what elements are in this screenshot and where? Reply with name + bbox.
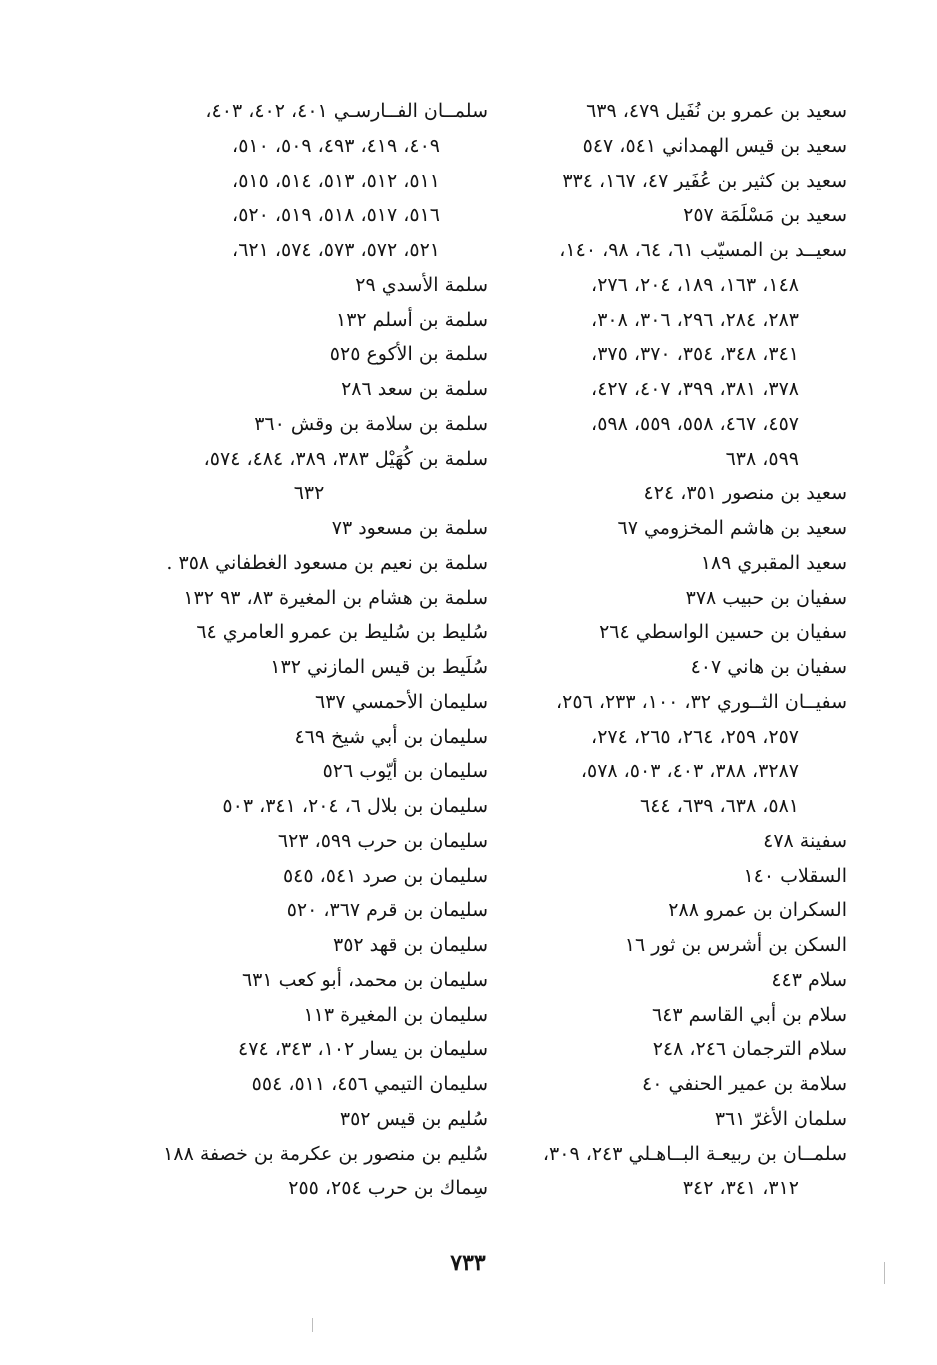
index-entry-continuation: ٢٥٧، ٢٥٩، ٢٦٤، ٢٦٥، ٢٧٤،	[591, 725, 799, 748]
index-column-left	[130, 94, 488, 1206]
index-entry-continuation: ٤٥٧، ٤٦٧، ٥٥٨، ٥٥٩، ٥٩٨،	[591, 412, 799, 435]
index-entry-continuation: ٥٢١، ٥٧٢، ٥٧٣، ٥٧٤، ٦٢١،	[232, 239, 440, 261]
index-entry: سُليم بن منصور بن عكرمة بن خصفة ١٨٨	[163, 1142, 488, 1165]
index-entry: سلمة بن سلامة بن وقش ٣٦٠	[254, 412, 488, 435]
scan-speck	[312, 1318, 313, 1332]
index-entry: سعيد بن قيس الهمداني ٥٤١، ٥٤٧	[582, 134, 847, 157]
index-entry: سعيد المقبري ١٨٩	[700, 551, 847, 574]
index-entry: سليمان بن محمد، أبو كعب ٦٣١	[241, 968, 488, 991]
index-entry: سلام بن أبي القاسم ٦٤٣	[652, 1003, 847, 1026]
index-entry: سُليط بن سُليط بن عمرو العامري ٦٤	[196, 621, 488, 644]
index-entry: سعيد بن مَسْلَمَة ٢٥٧	[683, 204, 847, 227]
index-entry-continuation: ٦٣٢	[293, 482, 325, 505]
index-entry: سعيد بن كثير بن عُفَير ٤٧، ١٦٧، ٣٣٤	[562, 169, 847, 192]
index-entry: سلمة الأسدي ٢٩	[355, 273, 488, 296]
index-entry: سلمة بن هشام بن المغيرة ٨٣، ٩٣ ١٣٢	[183, 586, 488, 609]
index-entry: سليمان بن أبي شيخ ٤٦٩	[294, 725, 488, 748]
index-entry: سلمة بن مسعود ٧٣	[331, 517, 488, 539]
index-entry: سليمان بن يسار ١٠٢، ٣٤٣، ٤٧٤	[238, 1038, 488, 1061]
index-entry: سعيــد بن المسيّب ٦١، ٦٤، ٩٨، ١٤٠،	[559, 239, 847, 261]
index-entry: سليمان بن أيّوب ٥٢٦	[322, 760, 488, 783]
index-entry: سلمان الأغرّ ٣٦١	[714, 1107, 847, 1130]
index-entry: سليمان بن حرب ٥٩٩، ٦٢٣	[277, 829, 488, 852]
index-entry-continuation: ٣٢٨٧، ٣٨٨، ٤٠٣، ٥٠٣، ٥٧٨،	[580, 760, 799, 783]
index-entry: سلمة بن كُهَيْل ٣٨٣، ٣٨٩، ٤٨٤، ٥٧٤،	[203, 447, 488, 470]
index-entry-continuation: ٣٧٨، ٣٨١، ٣٩٩، ٤٠٧، ٤٢٧،	[591, 378, 799, 400]
index-entry: سلمة بن سعد ٢٨٦	[341, 378, 488, 400]
index-entry-continuation: ٥٨١، ٦٣٨، ٦٣٩، ٦٤٤	[639, 795, 799, 817]
page-number: ٧٣٣	[450, 1250, 486, 1276]
index-entry-continuation: ١٤٨، ١٦٣، ١٨٩، ٢٠٤، ٢٧٦،	[591, 273, 799, 296]
index-entry: سلمة بن أسلم ١٣٢	[335, 308, 488, 331]
index-entry: السكران بن عمرو ٢٨٨	[668, 899, 847, 922]
index-entry: سلام الترجمان ٢٤٦، ٢٤٨	[652, 1038, 847, 1061]
index-entry: سعيد بن منصور ٣٥١، ٤٢٤	[643, 482, 847, 505]
index-entry: سعيد بن عمرو بن نُفَيل ٤٧٩، ٦٣٩	[586, 100, 847, 122]
index-entry: سعيد بن هاشم المخزومي ٦٧	[617, 517, 847, 539]
index-entry: سلام ٤٤٣	[771, 968, 847, 991]
index-entry: سلمــان الفــارسـي ٤٠١، ٤٠٢، ٤٠٣،	[205, 100, 488, 122]
index-entry: سليمان التيمي ٤٥٦، ٥١١، ٥٥٤	[251, 1073, 488, 1095]
index-entry: سفيان بن حبيب ٣٧٨	[685, 586, 847, 609]
index-entry: سفينة ٤٧٨	[763, 829, 847, 852]
scan-speck	[884, 1262, 885, 1284]
index-entry: سلامة بن عمير الحنفي ٤٠	[641, 1073, 847, 1095]
index-entry-continuation: ٣١٢، ٣٤١، ٣٤٢	[682, 1177, 799, 1200]
index-entry: السكن بن أشرس بن ثور ١٦	[624, 934, 847, 956]
index-entry: سفيان بن حسين الواسطي ٢٦٤	[599, 621, 847, 644]
index-entry-continuation: ٣٤١، ٣٤٨، ٣٥٤، ٣٧٠، ٣٧٥،	[591, 343, 799, 366]
index-entry: سلمة بن الأكوع ٥٢٥	[329, 343, 488, 366]
index-column-right	[487, 94, 847, 1206]
index-entry: سفيان بن هاني ٤٠٧	[690, 656, 847, 678]
index-entry: سليمان بن قرم ٣٦٧، ٥٢٠	[286, 899, 488, 922]
index-entry: سليمان بن قهد ٣٥٢	[333, 934, 488, 956]
index-entry: سليمان الأحمسي ٦٣٧	[314, 690, 488, 713]
index-entry: سُلَيط بن قيس المازني ١٣٢	[270, 656, 488, 678]
index-entry: سِماك بن حرب ٢٥٤، ٢٥٥	[288, 1177, 488, 1200]
index-entry: سليمان بن المغيرة ١١٣	[303, 1003, 488, 1026]
index-entry: السقلاب ١٤٠	[743, 864, 847, 887]
index-entry: سلمــان بن ربيعـة البــاهـلي ٢٤٣، ٣٠٩،	[542, 1142, 847, 1165]
index-entry: سلمة بن نعيم بن مسعود الغطفاني ٣٥٨ .	[166, 551, 488, 574]
index-entry-continuation: ٥٩٩، ٦٣٨	[725, 447, 799, 470]
index-entry: سليمان بن بلال ٦، ٢٠٤، ٣٤١، ٥٠٣	[222, 795, 488, 817]
index-entry-continuation: ٥١٦، ٥١٧، ٥١٨، ٥١٩، ٥٢٠،	[232, 204, 440, 227]
index-entry-continuation: ٢٨٣، ٢٨٤، ٢٩٦، ٣٠٦، ٣٠٨،	[591, 308, 799, 331]
index-entry-continuation: ٥١١، ٥١٢، ٥١٣، ٥١٤، ٥١٥،	[232, 169, 440, 192]
index-entry: سفيــان الثــوري ٣٢، ١٠٠، ٢٣٣، ٢٥٦،	[556, 690, 847, 713]
index-entry-continuation: ٤٠٩، ٤١٩، ٤٩٣، ٥٠٩، ٥١٠،	[232, 134, 440, 157]
index-entry: سليمان بن صرد ٥٤١، ٥٤٥	[282, 864, 488, 887]
index-entry: سُليم بن قيس ٣٥٢	[339, 1107, 488, 1130]
